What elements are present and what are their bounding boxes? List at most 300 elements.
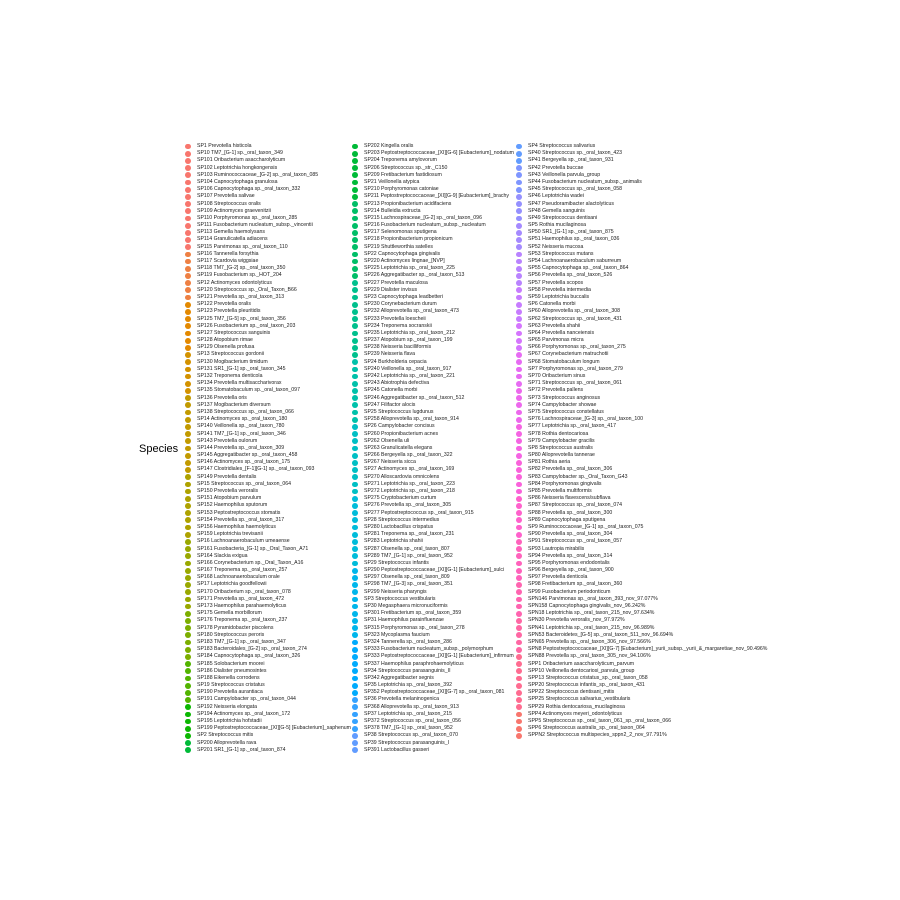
legend-label: SP262 Olsenella uli bbox=[364, 437, 410, 444]
legend-key-point bbox=[352, 165, 358, 171]
legend-label: SP16 Lachnoanaerobaculum umeaense bbox=[197, 538, 290, 545]
legend-key-point bbox=[185, 431, 191, 437]
legend-label: SP131 SR1_[G-1] sp._oral_taxon_345 bbox=[197, 365, 286, 372]
legend-key-point bbox=[185, 676, 191, 682]
legend-key-point bbox=[516, 165, 522, 171]
legend-key-point bbox=[352, 194, 358, 200]
legend-label: SP159 Leptotrichia trevisanii bbox=[197, 531, 263, 538]
legend-key-point bbox=[185, 575, 191, 581]
legend-label: SP230 Corynebacterium durum bbox=[364, 301, 437, 308]
legend-label: SP211 Peptostreptococcaceae_[XI][G-9] [Eubacterium]_brachy bbox=[364, 193, 509, 200]
legend-label: SP26 Campylobacter concisus bbox=[364, 423, 435, 430]
legend-key-point bbox=[185, 216, 191, 222]
legend-label: SP188 Eikenella corrodens bbox=[197, 674, 260, 681]
legend-label: SPN53 Bacteroidetes_[G-5] sp._oral_taxon_511_nov_96.694% bbox=[528, 631, 674, 638]
legend-key-point bbox=[516, 474, 522, 480]
legend-label: SP55 Capnocytophaga sp._oral_taxon_864 bbox=[528, 265, 629, 272]
legend-key-point bbox=[185, 309, 191, 315]
legend-key-point bbox=[185, 525, 191, 531]
legend-key-point bbox=[352, 223, 358, 229]
legend-label: SP238 Neisseria bacilliformis bbox=[364, 344, 432, 351]
legend-key-point bbox=[185, 597, 191, 603]
legend-label: SP225 Leptotrichia sp._oral_taxon_225 bbox=[364, 265, 455, 272]
legend-key-point bbox=[352, 295, 358, 301]
legend-key-point bbox=[352, 661, 358, 667]
legend-key-point bbox=[185, 482, 191, 488]
legend-key-point bbox=[516, 467, 522, 473]
legend-key-point bbox=[352, 482, 358, 488]
legend-key-point bbox=[352, 237, 358, 243]
legend-key-point bbox=[352, 424, 358, 430]
legend-key-point bbox=[516, 589, 522, 595]
legend-key-point bbox=[516, 546, 522, 552]
legend-key-point bbox=[185, 417, 191, 423]
legend-label: SP9 Ruminococcaceae_[G-1] sp._oral_taxon_075 bbox=[528, 523, 644, 530]
legend-key-point bbox=[516, 532, 522, 538]
legend-label: SP56 Prevotella sp._oral_taxon_526 bbox=[528, 272, 613, 279]
legend-label: SP146 Actinomyces sp._oral_taxon_175 bbox=[197, 459, 291, 466]
legend-label: SP226 Aggregatibacter sp._oral_taxon_513 bbox=[364, 272, 465, 279]
legend-label: SP154 Prevotella sp._oral_taxon_317 bbox=[197, 516, 285, 523]
legend-label: SP173 Haemophilus parahaemolyticus bbox=[197, 603, 287, 609]
legend-label: SP315 Porphyromonas sp._oral_taxon_278 bbox=[364, 624, 465, 631]
legend-label: SP13 Streptococcus gordonii bbox=[197, 351, 264, 358]
legend-key-point bbox=[516, 367, 522, 373]
legend-label: SP368 Alloprevotella sp._oral_taxon_913 bbox=[364, 703, 459, 710]
legend-key-point bbox=[185, 252, 191, 258]
legend-key-point bbox=[352, 625, 358, 631]
legend-key-point bbox=[185, 259, 191, 265]
legend-key-point bbox=[185, 503, 191, 509]
legend-key-point bbox=[185, 740, 191, 746]
legend-key-point bbox=[516, 625, 522, 631]
legend-label: SP125 TM7_[G-5] sp._oral_taxon_356 bbox=[197, 315, 286, 322]
legend-label: SP191 Campylobacter sp._oral_taxon_044 bbox=[197, 696, 296, 703]
legend-key-point bbox=[516, 683, 522, 689]
legend-label: SPP29 Rothia dentocariosa_mucilaginosa bbox=[528, 703, 625, 710]
legend-key-point bbox=[516, 144, 522, 150]
legend-label: SP229 Dialister invisus bbox=[364, 286, 418, 293]
legend-label: SP266 Bergeyella sp._oral_taxon_322 bbox=[364, 452, 453, 459]
legend-key-point bbox=[185, 144, 191, 150]
legend-key-point bbox=[516, 223, 522, 229]
legend-label: SP297 Olsenella sp._oral_taxon_809 bbox=[364, 574, 450, 581]
legend-label: SP203 Peptostreptococcaceae_[XI][G-6] [Eubacterium]_nodatum bbox=[364, 150, 514, 157]
legend-label: SP234 Treponema socranskii bbox=[364, 322, 432, 329]
legend-label: SP144 Prevotella sp._oral_taxon_309 bbox=[197, 444, 285, 451]
legend-key-point bbox=[352, 532, 358, 538]
legend-key-point bbox=[516, 237, 522, 243]
legend-key-point bbox=[516, 460, 522, 466]
legend-key-point bbox=[516, 395, 522, 401]
legend-label: SP49 Streptococcus dentisani bbox=[528, 214, 598, 221]
legend-label: SP93 Lautropia mirabilis bbox=[528, 545, 585, 552]
legend-key-point bbox=[352, 338, 358, 344]
legend-key-point bbox=[352, 417, 358, 423]
legend-key-point bbox=[185, 395, 191, 401]
legend-key-point bbox=[185, 410, 191, 416]
legend-label: SP97 Prevotella denticola bbox=[528, 574, 588, 581]
legend-key-point bbox=[185, 460, 191, 466]
legend-label: SPN158 Capnocytophaga gingivalis_nov_96.242% bbox=[528, 603, 646, 609]
legend-key-point bbox=[352, 604, 358, 610]
legend-key-point bbox=[516, 295, 522, 301]
legend-label: SPN8 Peptostreptococcaceae_[XI][G-7] [Eubacterium]_yurii_subsp._yurii_&_margaretiae_nov_90.496% bbox=[528, 646, 768, 653]
legend-label: SP24 Burkholderia cepacia bbox=[364, 358, 427, 365]
legend-key-point bbox=[352, 331, 358, 337]
legend-label: SP352 Peptostreptococcaceae_[XI][G-7] sp._oral_taxon_081 bbox=[364, 689, 505, 696]
legend-key-point bbox=[516, 273, 522, 279]
legend-key-point bbox=[516, 244, 522, 250]
legend-key-point bbox=[185, 589, 191, 595]
legend-label: SP127 Streptococcus sanguinis bbox=[197, 329, 271, 336]
legend-key-point bbox=[352, 431, 358, 437]
legend-label: SP78 Rothia dentocariosa bbox=[528, 430, 589, 437]
legend-key-point bbox=[352, 697, 358, 703]
legend-label: SP28 Streptococcus intermedius bbox=[364, 516, 440, 523]
legend-key-point bbox=[185, 338, 191, 344]
legend-label: SP276 Prevotella sp._oral_taxon_305 bbox=[364, 502, 452, 509]
legend-label: SP67 Corynebacterium matruchotii bbox=[528, 351, 609, 358]
legend-label: SP116 Tannerella forsythia bbox=[197, 250, 259, 257]
legend-key-point bbox=[516, 496, 522, 502]
legend-key-point bbox=[516, 597, 522, 603]
legend-label: SP35 Leptotrichia sp._oral_taxon_392 bbox=[364, 682, 452, 689]
legend-key-point bbox=[516, 482, 522, 488]
legend-key-point bbox=[352, 503, 358, 509]
legend-key-point bbox=[352, 510, 358, 516]
legend-key-point bbox=[352, 733, 358, 739]
legend-key-point bbox=[185, 618, 191, 624]
legend-key-point bbox=[185, 158, 191, 164]
legend-label: SP83 Campylobacter sp._Oral_Taxon_G43 bbox=[528, 473, 628, 480]
legend-label: SP245 Catonella morbi bbox=[364, 387, 418, 394]
legend-key-point bbox=[185, 510, 191, 516]
legend-key-point bbox=[516, 345, 522, 351]
legend-label: SP65 Parvimonas micra bbox=[528, 337, 584, 344]
legend-label: SP98 Fretibacterium sp._oral_taxon_360 bbox=[528, 581, 623, 588]
legend-label: SP298 TM7_[G-3] sp._oral_taxon_351 bbox=[364, 581, 453, 588]
legend-label: SP136 Prevotella oris bbox=[197, 394, 247, 401]
legend-label: SP218 Propionibacterium propionicum bbox=[364, 236, 453, 243]
legend-key-point bbox=[352, 618, 358, 624]
legend-label: SP323 Mycoplasma faucium bbox=[364, 631, 430, 638]
legend-key-point bbox=[352, 359, 358, 365]
legend-key-point bbox=[185, 668, 191, 674]
legend-key-point bbox=[352, 668, 358, 674]
legend-label: SP91 Streptococcus sp._oral_taxon_057 bbox=[528, 538, 623, 545]
legend-key-point bbox=[352, 446, 358, 452]
legend-label: SP195 Leptotrichia hofstadii bbox=[197, 718, 262, 724]
legend-label: SP140 Veillonella sp._oral_taxon_780 bbox=[197, 423, 285, 430]
legend-label: SP299 Neisseria pharyngis bbox=[364, 588, 427, 595]
legend-key-point bbox=[185, 223, 191, 229]
legend-key-point bbox=[185, 388, 191, 394]
legend-key-point bbox=[185, 532, 191, 538]
legend-key-point bbox=[516, 208, 522, 214]
legend-key-point bbox=[352, 453, 358, 459]
legend-key-point bbox=[516, 323, 522, 329]
legend-label: SP150 Prevotella veroralis bbox=[197, 488, 259, 494]
legend-label: SP275 Cryptobacterium curtum bbox=[364, 495, 437, 502]
legend-key-point bbox=[185, 438, 191, 444]
legend-key-point bbox=[516, 446, 522, 452]
legend-label: SP23 Capnocytophaga leadbetteri bbox=[364, 293, 444, 300]
legend-key-point bbox=[352, 690, 358, 696]
legend-key-point bbox=[516, 640, 522, 646]
legend-key-point bbox=[185, 208, 191, 214]
legend-label: SP130 Mogibacterium timidum bbox=[197, 358, 268, 365]
legend-key-point bbox=[516, 575, 522, 581]
legend-label: SP102 Leptotrichia hongkongensis bbox=[197, 164, 278, 171]
legend-key-point bbox=[352, 517, 358, 523]
legend-label: SP51 Haemophilus sp._oral_taxon_036 bbox=[528, 236, 620, 243]
legend-label: SP152 Haemophilus sputorum bbox=[197, 502, 268, 509]
legend-label: SP54 Lachnoanaerobaculum saburreum bbox=[528, 258, 622, 264]
legend-key-point bbox=[352, 316, 358, 322]
legend-key-point bbox=[185, 151, 191, 157]
legend-key-point bbox=[516, 187, 522, 193]
legend-label: SP63 Prevotella shahii bbox=[528, 322, 581, 329]
legend-label: SP114 Granulicatella adiacens bbox=[197, 236, 268, 243]
legend-label: SP123 Prevotella pleuritidis bbox=[197, 308, 261, 315]
legend-key-point bbox=[185, 474, 191, 480]
legend-key-point bbox=[185, 187, 191, 193]
legend-key-point bbox=[185, 654, 191, 660]
legend-key-point bbox=[185, 697, 191, 703]
legend-key-point bbox=[185, 424, 191, 430]
legend-label: SP21 Veillonella atypica bbox=[364, 178, 420, 185]
legend-label: SP184 Capnocytophaga sp._oral_taxon_326 bbox=[197, 653, 301, 660]
legend-label: SP200 Alloprevotella rava bbox=[197, 739, 257, 746]
legend-label: SP210 Porphyromonas catoniae bbox=[364, 186, 439, 193]
legend-key-point bbox=[185, 402, 191, 408]
legend-label: SP34 Streptococcus parasanguinis_II bbox=[364, 667, 451, 674]
legend-key-point bbox=[516, 704, 522, 710]
legend-label: SP25 Streptococcus lugdunus bbox=[364, 408, 434, 415]
legend-label: SP141 TM7_[G-1] sp._oral_taxon_346 bbox=[197, 430, 286, 437]
legend-key-point bbox=[516, 604, 522, 610]
legend-key-point bbox=[185, 517, 191, 523]
legend-label: SP132 Treponema denticola bbox=[197, 373, 263, 379]
legend-label: SP121 Prevotella sp._oral_taxon_313 bbox=[197, 293, 285, 300]
legend-label: SP73 Streptococcus anginosus bbox=[528, 394, 601, 401]
legend-key-point bbox=[185, 367, 191, 373]
legend-key-point bbox=[516, 733, 522, 739]
legend-key-point bbox=[185, 280, 191, 286]
legend-key-point bbox=[352, 467, 358, 473]
legend-label: SP156 Haemophilus haemolyticus bbox=[197, 523, 277, 530]
legend-label: SP216 Fusobacterium nucleatum_subsp._nucleatum bbox=[364, 222, 486, 229]
legend-key-point bbox=[516, 676, 522, 682]
legend-label: SPP13 Streptococcus cristatus_sp._oral_taxon_058 bbox=[528, 674, 648, 681]
legend-key-point bbox=[185, 316, 191, 322]
legend-key-point bbox=[185, 496, 191, 502]
legend-label: SP29 Streptococcus infantis bbox=[364, 559, 429, 566]
legend-label: SP170 Oribacterium sp._oral_taxon_078 bbox=[197, 588, 291, 595]
legend-label: SP129 Olsenella profusa bbox=[197, 344, 255, 351]
legend-label: SP147 Clostridiales_[F-1][G-1] sp._oral_taxon_093 bbox=[197, 466, 315, 473]
legend-label: SP190 Prevotella aurantiaca bbox=[197, 689, 263, 696]
legend-label: SP107 Prevotella salivae bbox=[197, 193, 255, 200]
legend-label: SP391 Lactobacillus gasseri bbox=[364, 746, 430, 753]
legend-key-point bbox=[516, 410, 522, 416]
legend-label: SP7 Porphyromonas sp._oral_taxon_279 bbox=[528, 365, 623, 372]
legend-key-point bbox=[185, 690, 191, 696]
legend-key-point bbox=[516, 517, 522, 523]
legend-label: SPN30 Prevotella veroralis_nov_97.972% bbox=[528, 617, 625, 624]
legend-label: SP134 Prevotella multisaccharivorax bbox=[197, 380, 282, 387]
legend-label: SP149 Prevotella dentalis bbox=[197, 473, 257, 480]
legend-key-point bbox=[516, 180, 522, 186]
legend-label: SPN18 Leptotrichia sp._oral_taxon_215_nov_97.634% bbox=[528, 610, 655, 617]
legend-label: SP171 Prevotella sp._oral_taxon_472 bbox=[197, 595, 285, 602]
legend-label: SP85 Prevotella multiformis bbox=[528, 488, 592, 494]
legend-label: SP270 Alloscardovia omnicolens bbox=[364, 473, 440, 480]
legend-key-point bbox=[516, 453, 522, 459]
legend-key-point bbox=[516, 331, 522, 337]
legend-key-point bbox=[185, 553, 191, 559]
legend-key-point bbox=[185, 287, 191, 293]
legend-key-point bbox=[516, 309, 522, 315]
legend-label: SP213 Propionibacterium acidifaciens bbox=[364, 200, 452, 207]
legend-label: SP14 Actinomyces sp._oral_taxon_180 bbox=[197, 416, 288, 423]
legend-label: SP175 Gemella morbillorum bbox=[197, 610, 262, 617]
legend-label: SP372 Streptococcus sp._oral_taxon_056 bbox=[364, 718, 461, 724]
legend-label: SP289 TM7_[G-1] sp._oral_taxon_952 bbox=[364, 552, 453, 559]
legend-label: SP135 Stomatobaculum sp._oral_taxon_097 bbox=[197, 387, 300, 394]
legend-label: SPN88 Prevotella sp._oral_taxon_305_nov_94.106% bbox=[528, 653, 651, 660]
legend-key-point bbox=[185, 611, 191, 617]
legend-label: SP42 Prevotella buccae bbox=[528, 164, 584, 171]
legend-key-point bbox=[516, 668, 522, 674]
legend-label: SP185 Solobacterium moorei bbox=[197, 660, 265, 667]
legend-label: SP267 Neisseria sicca bbox=[364, 459, 416, 466]
legend-key-point bbox=[352, 597, 358, 603]
legend-key-point bbox=[185, 467, 191, 473]
legend-key-point bbox=[185, 719, 191, 725]
legend-label: SP79 Campylobacter gracilis bbox=[528, 437, 595, 444]
legend-key-point bbox=[516, 568, 522, 574]
legend-label: SP111 Fusobacterium nucleatum_subsp._vincentii bbox=[197, 222, 313, 229]
legend-key-point bbox=[516, 417, 522, 423]
legend-label: SP117 Scardovia wiggsiae bbox=[197, 258, 259, 264]
legend-label: SP118 TM7_[G-2] sp._oral_taxon_350 bbox=[197, 265, 286, 272]
legend-label: SP48 Gemella sanguinis bbox=[528, 207, 585, 214]
legend-label: SP137 Mogibacterium diversum bbox=[197, 401, 271, 408]
legend-label: SP237 Atopobium sp._oral_taxon_199 bbox=[364, 337, 453, 344]
legend-key-point bbox=[352, 345, 358, 351]
legend-key-point bbox=[352, 388, 358, 394]
legend-key-point bbox=[516, 561, 522, 567]
legend-label: SP183 TM7_[G-1] sp._oral_taxon_347 bbox=[197, 638, 286, 645]
legend-key-point bbox=[352, 747, 358, 753]
legend-key-point bbox=[352, 201, 358, 207]
legend-key-point bbox=[185, 539, 191, 545]
legend-label: SP128 Atopobium rimae bbox=[197, 337, 253, 344]
legend-key-point bbox=[516, 352, 522, 358]
legend-label: SP277 Peptostreptococcus sp._oral_taxon_915 bbox=[364, 509, 474, 516]
legend-key-point bbox=[352, 726, 358, 732]
legend-label: SP31 Haemophilus parainfluenzae bbox=[364, 617, 444, 624]
legend-label: SP342 Aggregatibacter segnis bbox=[364, 674, 434, 681]
legend-label: SP45 Streptococcus sp._oral_taxon_058 bbox=[528, 186, 623, 193]
legend-label: SP94 Prevotella sp._oral_taxon_314 bbox=[528, 552, 613, 559]
legend-label: SP260 Propionibacterium acnes bbox=[364, 430, 439, 437]
legend-label: SP88 Prevotella sp._oral_taxon_300 bbox=[528, 509, 613, 516]
legend-label: SP68 Stomatobaculum longum bbox=[528, 358, 600, 365]
legend-key-point bbox=[516, 510, 522, 516]
legend-key-point bbox=[352, 230, 358, 236]
legend-label: SP119 Fusobacterium sp._HOT_204 bbox=[197, 272, 282, 279]
legend-label: SPP25 Streptococcus salivarius_vestibularis bbox=[528, 696, 631, 703]
legend-label: SP57 Prevotella scopos bbox=[528, 279, 584, 286]
legend-key-point bbox=[185, 489, 191, 495]
legend-key-point bbox=[185, 381, 191, 387]
legend-label: SP72 Prevotella pallens bbox=[528, 387, 584, 394]
legend-key-point bbox=[352, 172, 358, 178]
legend-key-point bbox=[516, 338, 522, 344]
legend-label: SP4 Streptococcus salivarius bbox=[528, 143, 596, 149]
legend-key-point bbox=[516, 402, 522, 408]
legend-key-point bbox=[185, 295, 191, 301]
legend-key-point bbox=[352, 683, 358, 689]
legend-label: SP290 Peptostreptococcaceae_[XI][G-1] [Eubacterium]_sulci bbox=[364, 567, 505, 574]
legend-label: SP217 Selenomonas sputigena bbox=[364, 229, 437, 236]
legend-label: SP109 Actinomyces graevenitzii bbox=[197, 207, 271, 214]
legend-label: SP80 Alloprevotella tannerae bbox=[528, 452, 595, 459]
legend-key-point bbox=[352, 252, 358, 258]
legend-label: SP60 Alloprevotella sp._oral_taxon_308 bbox=[528, 308, 620, 315]
legend-label: SP40 Streptococcus sp._oral_taxon_423 bbox=[528, 150, 623, 157]
legend-key-point bbox=[185, 237, 191, 243]
legend-key-point bbox=[516, 280, 522, 286]
legend-key-point bbox=[516, 431, 522, 437]
legend-key-point bbox=[352, 151, 358, 157]
legend-label: SP122 Prevotella oralis bbox=[197, 301, 251, 308]
legend-label: SP99 Fusobacterium periodonticum bbox=[528, 588, 611, 595]
legend-label: SP50 SR1_[G-1] sp._oral_taxon_875 bbox=[528, 229, 614, 236]
legend-label: SP243 Abiotrophia defectiva bbox=[364, 380, 430, 387]
legend-label: SPN146 Parvimonas sp._oral_taxon_393_nov_97.077% bbox=[528, 595, 658, 602]
legend-key-point bbox=[516, 201, 522, 207]
legend-key-point bbox=[185, 172, 191, 178]
legend-key-point bbox=[516, 611, 522, 617]
legend-key-point bbox=[352, 582, 358, 588]
legend-key-point bbox=[185, 640, 191, 646]
legend-key-point bbox=[516, 618, 522, 624]
legend-label: SP41 Bergeyella sp._oral_taxon_931 bbox=[528, 157, 614, 164]
legend-key-point bbox=[352, 287, 358, 293]
legend-label: SP206 Streptococcus sp._str._C150 bbox=[364, 164, 448, 171]
legend-label: SP192 Neisseria elongata bbox=[197, 703, 257, 710]
legend-label: SP15 Streptococcus sp._oral_taxon_064 bbox=[197, 480, 292, 487]
legend-label: SP324 Tannerella sp._oral_taxon_286 bbox=[364, 638, 452, 645]
legend-label: SP75 Streptococcus constellatus bbox=[528, 408, 604, 415]
legend-label: SP44 Fusobacterium nucleatum_subsp._animalis bbox=[528, 178, 642, 185]
legend-label: SP30 Megasphaera micronuciformis bbox=[364, 603, 448, 609]
legend-label: SP280 Lactobacillus crispatus bbox=[364, 523, 434, 530]
legend-label: SP6 Catonella morbi bbox=[528, 301, 576, 308]
legend-label: SP96 Bergeyella sp._oral_taxon_900 bbox=[528, 567, 614, 574]
legend-key-point bbox=[185, 561, 191, 567]
legend-key-point bbox=[352, 280, 358, 286]
legend-key-point bbox=[516, 525, 522, 531]
legend-label: SP283 Leptotrichia shahii bbox=[364, 538, 423, 545]
legend-label: SP120 Streptococcus sp._Oral_Taxon_B66 bbox=[197, 286, 297, 293]
legend-label: SP126 Fusobacterium sp._oral_taxon_203 bbox=[197, 322, 296, 329]
legend-key-point bbox=[352, 589, 358, 595]
